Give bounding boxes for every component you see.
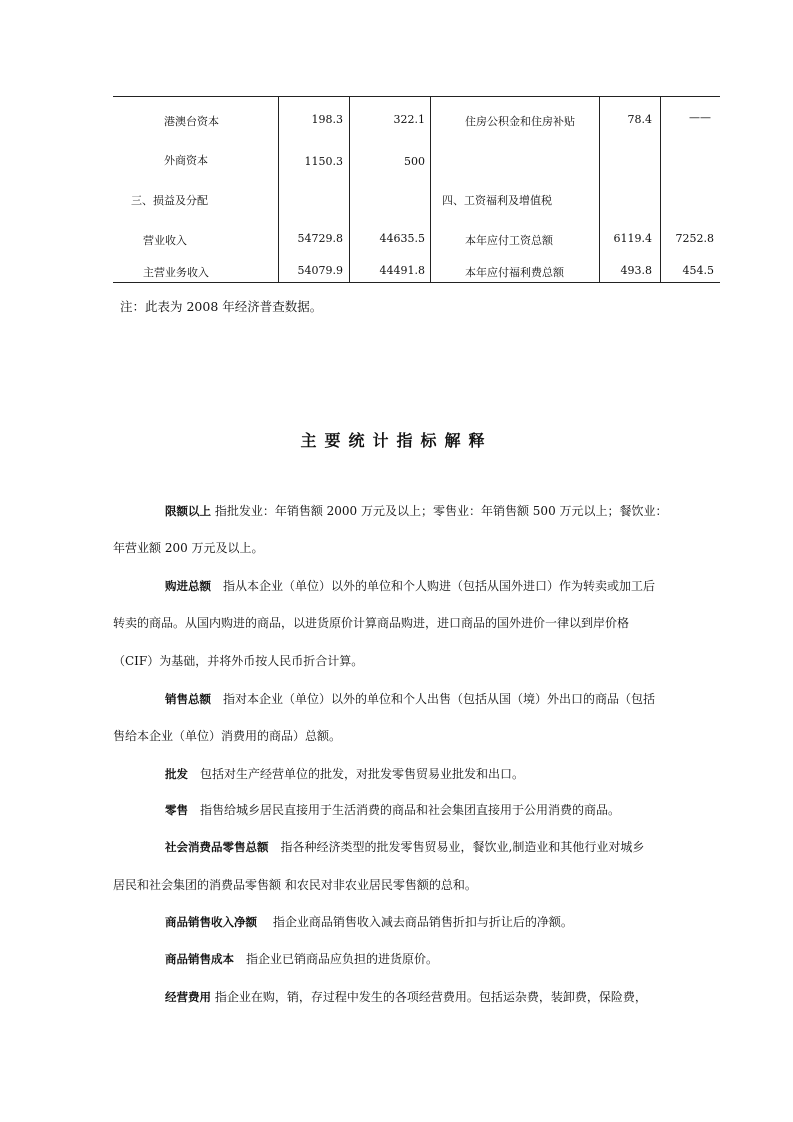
definition-line <box>165 801 620 818</box>
definition-term: 商品销售成本 <box>165 952 234 966</box>
value-cell: 7252.8 <box>675 232 714 245</box>
value-cell: 322.1 <box>393 113 425 126</box>
row-label: 本年应付福利费总额 <box>465 266 564 279</box>
definition-line <box>113 614 629 631</box>
definition-line <box>165 950 438 967</box>
table-column-divider <box>660 96 661 282</box>
value-cell: 1150.3 <box>304 155 343 168</box>
definition-line <box>113 727 341 744</box>
table-column-divider <box>349 96 350 282</box>
definition-line <box>165 690 655 707</box>
table-column-divider <box>430 96 431 282</box>
table-top-border <box>113 96 720 97</box>
definition-term: 限额以上 <box>165 504 211 518</box>
value-cell: 44635.5 <box>379 232 425 245</box>
definition-text: 指批发业：年销售额 2000 万元及以上；零售业：年销售额 500 万元以上；餐饮业： <box>211 504 668 518</box>
row-label: 本年应付工资总额 <box>465 234 553 247</box>
definition-text: （CIF）为基础，并将外币按人民币折合计算。 <box>113 654 364 668</box>
definition-line <box>165 988 647 1005</box>
definition-term: 购进总额 <box>165 579 211 593</box>
definition-line <box>165 913 573 930</box>
definition-text: 售给本企业（单位）消费用的商品）总额。 <box>113 729 342 743</box>
value-cell: 198.3 <box>311 113 343 126</box>
section-title: 主要统计指标解释 <box>300 431 493 450</box>
definition-line <box>113 876 477 893</box>
definition-text: 指从本企业（单位）以外的单位和个人购进（包括从国外进口）作为转卖或加工后 <box>211 579 656 593</box>
definition-line <box>113 539 264 556</box>
definition-text: 居民和社会集团的消费品零售额 和农民对非农业居民零售额的总和。 <box>113 878 477 892</box>
definition-text: 指售给城乡居民直接用于生活消费的商品和社会集团直接用于公用消费的商品。 <box>188 803 621 817</box>
definition-text: 包括对生产经营单位的批发，对批发零售贸易业批发和出口。 <box>188 767 525 781</box>
row-label: 主营业务收入 <box>143 266 209 279</box>
value-cell: 54079.9 <box>297 264 343 277</box>
value-cell: 78.4 <box>627 113 652 126</box>
definition-text: 指对本企业（单位）以外的单位和个人出售（包括从国（境）外出口的商品（包括 <box>211 692 656 706</box>
definition-text: 转卖的商品。从国内购进的商品，以进货原价计算商品购进，进口商品的国外进价一律以到岸价格 <box>113 616 630 630</box>
definition-term: 商品销售收入净额 <box>165 915 257 929</box>
definition-term: 批发 <box>165 767 188 781</box>
definition-text: 指企业已销商品应负担的进货原价。 <box>234 952 439 966</box>
value-cell: 454.5 <box>682 264 714 277</box>
row-label: 住房公积金和住房补贴 <box>465 115 575 128</box>
definition-text: 年营业额 200 万元及以上。 <box>113 541 264 555</box>
definition-term: 零售 <box>165 803 188 817</box>
definition-line <box>165 765 524 782</box>
definition-line <box>165 838 644 855</box>
definition-text: 指企业商品销售收入减去商品销售折扣与折让后的净额。 <box>257 915 573 929</box>
table-bottom-border <box>113 282 720 283</box>
section-label: 四、工资福利及增值税 <box>442 194 552 207</box>
value-cell: 44491.8 <box>379 264 425 277</box>
value-cell: 6119.4 <box>613 232 652 245</box>
row-label: 营业收入 <box>143 234 187 247</box>
table-column-divider <box>599 96 600 282</box>
value-cell: 54729.8 <box>297 232 343 245</box>
definition-term: 经营费用 <box>165 990 211 1004</box>
table-note: 注：此表为 2008 年经济普查数据。 <box>120 299 323 314</box>
row-label: 港澳台资本 <box>164 115 219 128</box>
row-label: 外商资本 <box>164 154 208 167</box>
definition-line <box>113 652 363 669</box>
value-cell: 500 <box>404 155 425 168</box>
table-column-divider <box>278 96 279 282</box>
definition-text: 指各种经济类型的批发零售贸易业，餐饮业,制造业和其他行业对城乡 <box>268 840 645 854</box>
value-cell: —— <box>689 111 711 124</box>
section-label: 三、损益及分配 <box>131 194 208 207</box>
definition-term: 销售总额 <box>165 692 211 706</box>
definition-line <box>165 502 668 519</box>
definition-term: 社会消费品零售总额 <box>165 840 269 854</box>
definition-text: 指企业在购，销，存过程中发生的各项经营费用。包括运杂费，装卸费，保险费， <box>211 990 647 1004</box>
definition-line <box>165 577 655 594</box>
value-cell: 493.8 <box>620 264 652 277</box>
